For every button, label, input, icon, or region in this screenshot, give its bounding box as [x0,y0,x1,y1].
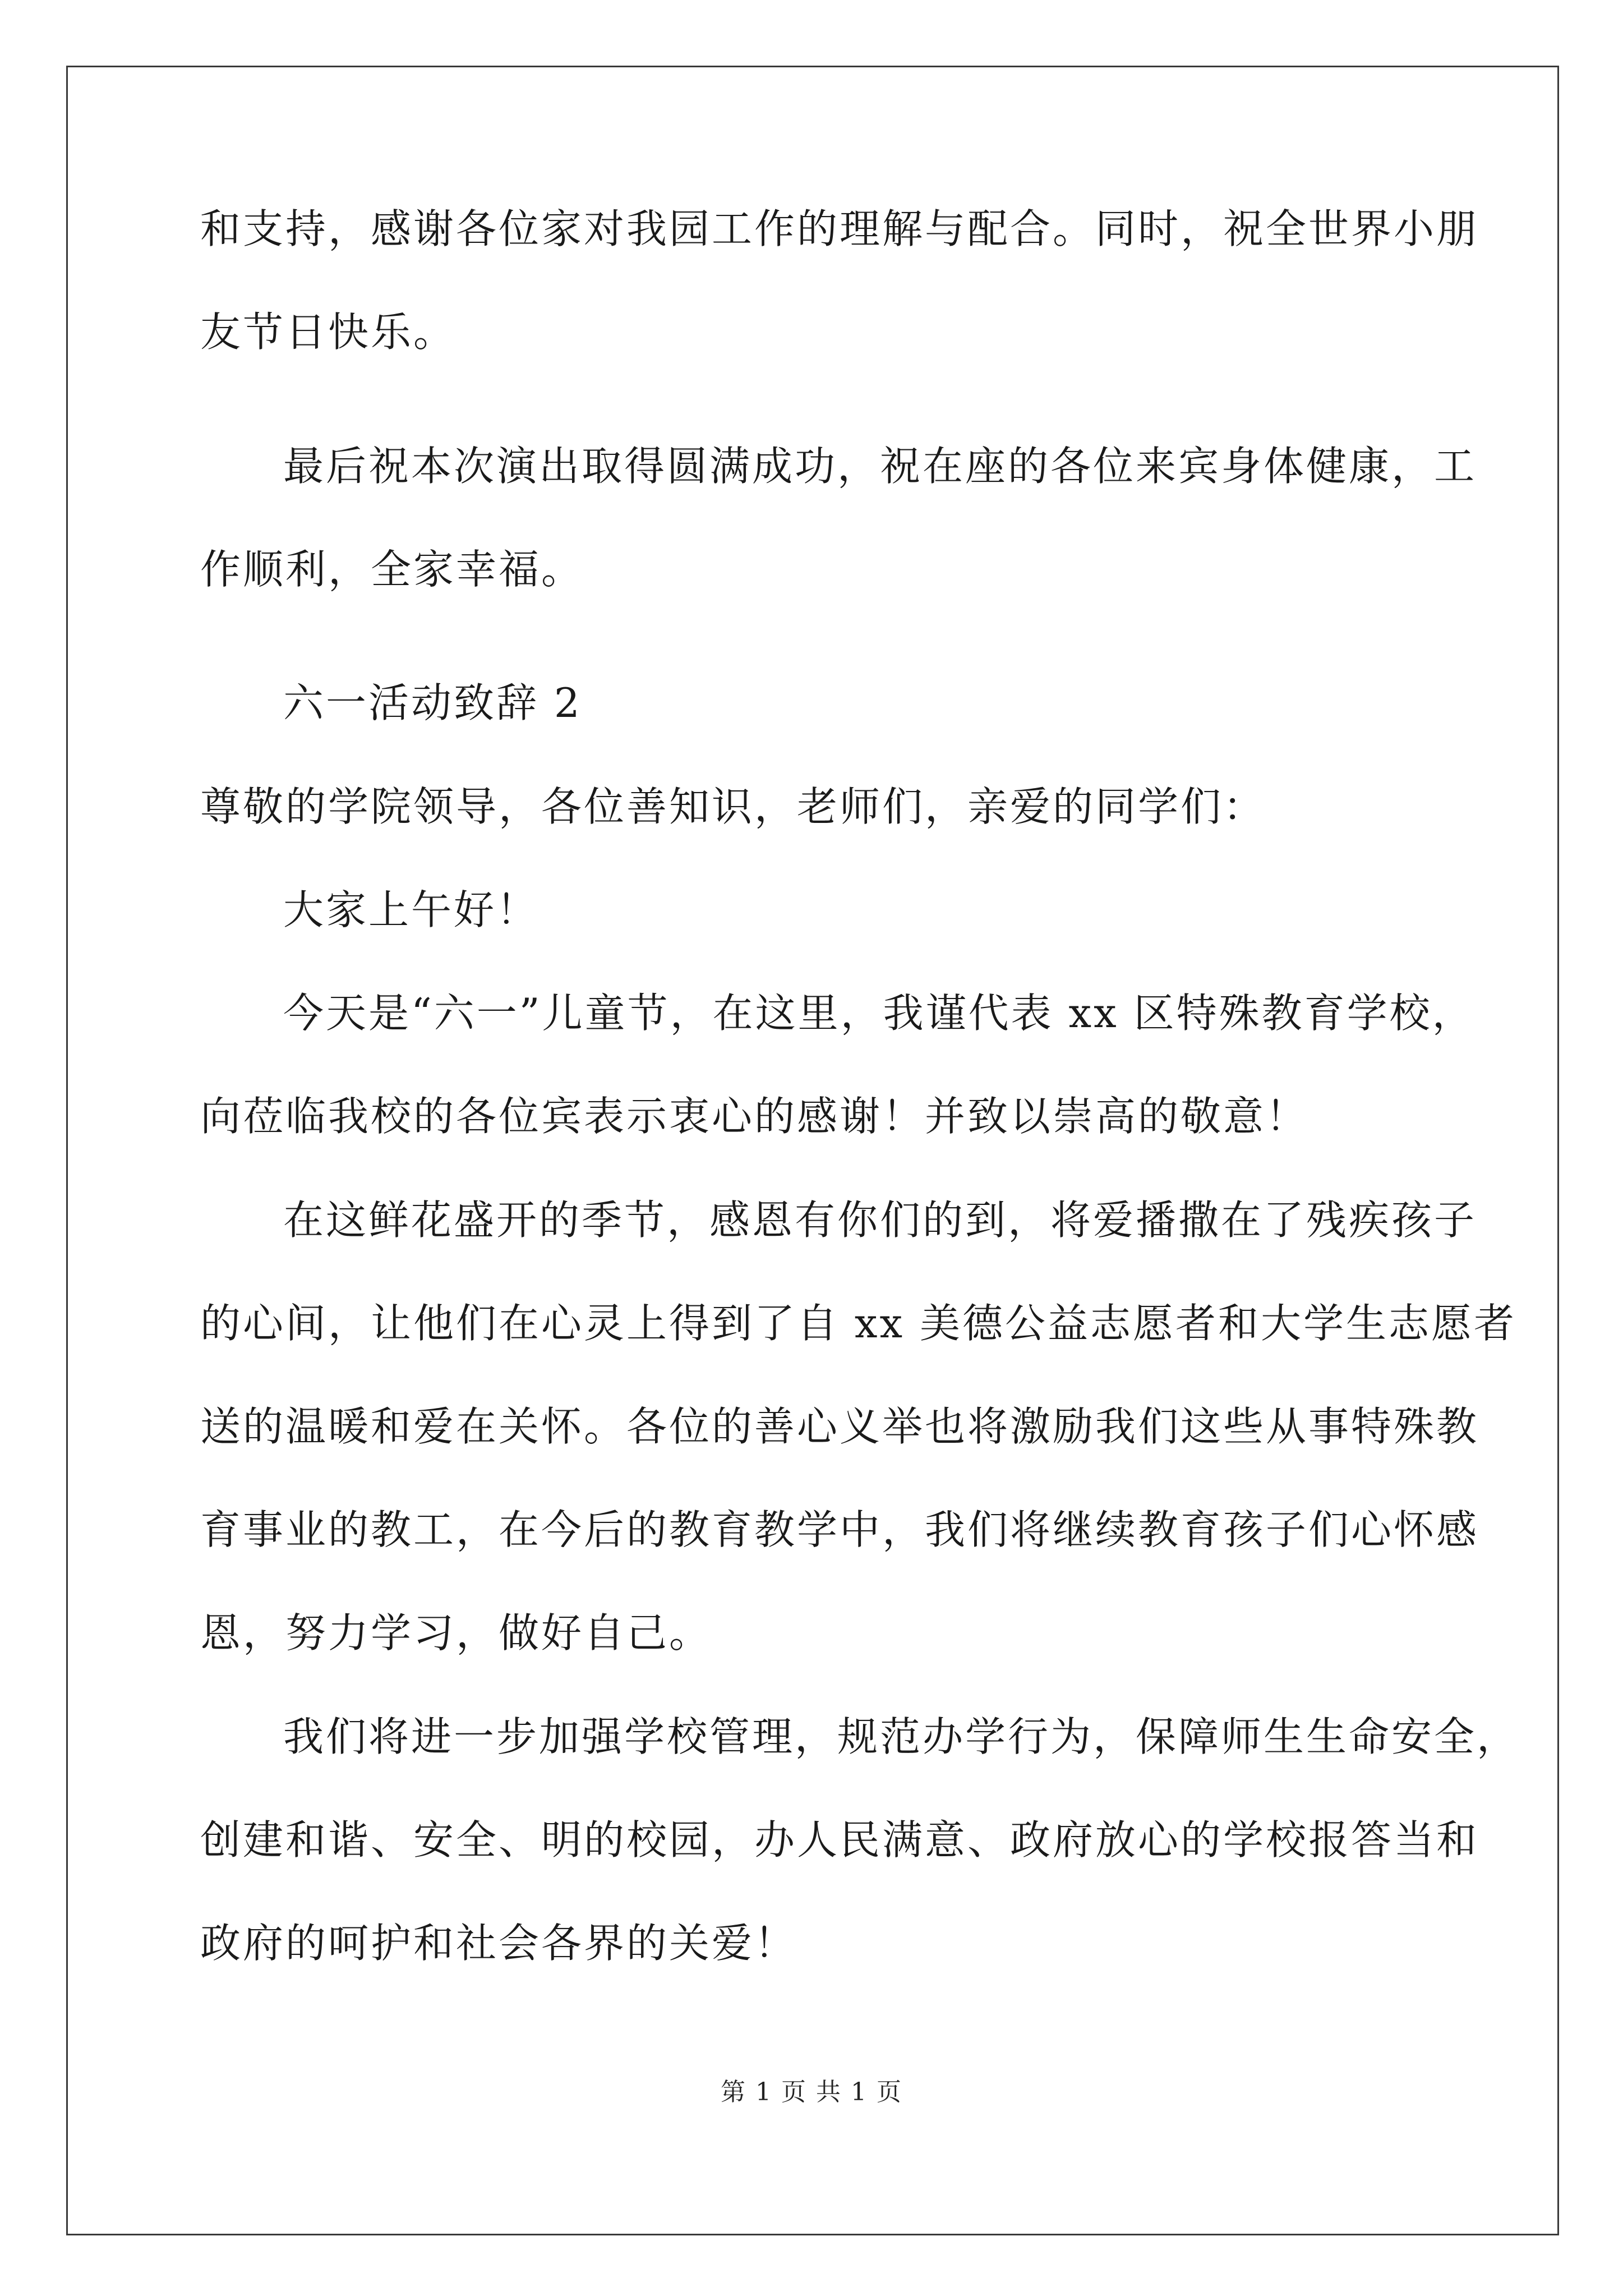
paragraph-line: 今天是“六一”儿童节，在这里，我谨代表 xx 区特殊教育学校， [283,990,1475,1037]
paragraph-line: 向莅临我校的各位宾表示衷心的感谢！并致以崇高的敬意！ [200,1093,1309,1140]
paragraph-line: 和支持，感谢各位家对我园工作的理解与配合。同时，祝全世界小朋 [200,205,1479,252]
paragraph-line: 最后祝本次演出取得圆满成功，祝在座的各位来宾身体健康，工 [283,443,1477,490]
paragraph-line: 育事业的教工，在今后的教育教学中，我们将继续教育孩子们心怀感 [200,1506,1479,1553]
paragraph-line: 创建和谐、安全、明的校园，办人民满意、政府放心的学校报答当和 [200,1816,1479,1864]
section-heading: 六一活动致辞 2 [283,679,582,726]
page-border [66,66,1559,2235]
paragraph-line: 的心间，让他们在心灵上得到了自 xx 美德公益志愿者和大学生志愿者 [200,1300,1516,1347]
paragraph-line: 友节日快乐。 [200,309,457,356]
paragraph-line: 恩，努力学习，做好自己。 [200,1609,712,1657]
paragraph-line: 政府的呵护和社会各界的关爱！ [200,1920,797,1967]
paragraph-line: 在这鲜花盛开的季节，感恩有你们的到，将爱播撒在了残疾孩子 [283,1197,1477,1244]
salutation: 尊敬的学院领导，各位善知识，老师们，亲爱的同学们： [200,783,1266,830]
paragraph-line: 送的温暖和爱在关怀。各位的善心义举也将激励我们这些从事特殊教 [200,1403,1479,1450]
paragraph-line: 我们将进一步加强学校管理，规范办学行为，保障师生生命安全， [283,1713,1520,1760]
page-footer: 第 1 页 共 1 页 [721,2078,902,2106]
paragraph-line: 作顺利，全家幸福。 [200,546,584,593]
greeting: 大家上午好！ [283,886,540,933]
